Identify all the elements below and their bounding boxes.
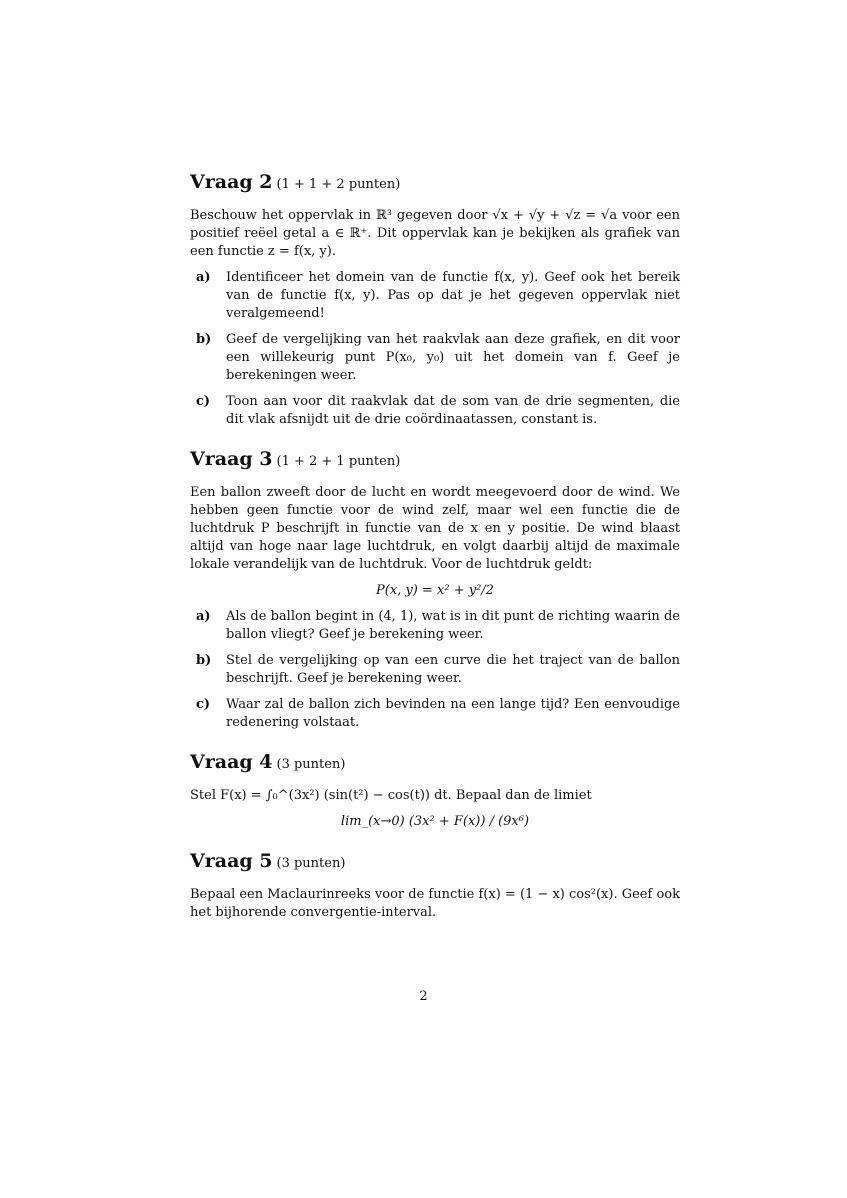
- question-5: [190, 849, 680, 922]
- question-3-subquestions: [190, 608, 680, 732]
- question-3-points: (1 + 2 + 1 punten): [276, 454, 401, 469]
- question-2-heading: [190, 170, 680, 197]
- question-5-heading: [190, 849, 680, 876]
- page-number: 2: [419, 989, 428, 1004]
- question-2-intro: Beschouw het oppervlak in ℝ³ gegeven door √x + √y + √z = √a voor een positief reëel getal a ∈ ℝ⁺. Dit oppervlak kan je bekijken als grafiek van een functie z = f(x, y).: [190, 208, 680, 259]
- question-2-title: Vraag 2: [190, 171, 273, 193]
- question-2-item-c: c) Toon aan voor dit raakvlak dat de som van de drie segmenten, die dit vlak afsnijdt uit de drie coördinaatassen, constant is.: [196, 394, 680, 427]
- question-4-heading: [190, 750, 680, 777]
- question-4-intro: Stel F(x) = ∫₀^(3x²) (sin(t²) − cos(t)) dt. Bepaal dan de limiet: [190, 788, 592, 803]
- question-3-item-a: a) Als de ballon begint in (4, 1), wat is in dit punt de richting waarin de ballon vliegt? Geef je berekening weer.: [196, 609, 680, 642]
- question-5-intro: Bepaal een Maclaurinreeks voor de functie f(x) = (1 − x) cos²(x). Geef ook het bijhorende convergentie-interval.: [190, 887, 680, 920]
- question-3-formula: P(x, y) = x² + y²/2: [376, 583, 494, 598]
- question-3-title: Vraag 3: [190, 448, 273, 470]
- question-2-item-b: b) Geef de vergelijking van het raakvlak aan deze grafiek, en dit voor een willekeurig punt P(x₀, y₀) uit het domein van f. Geef je berekeningen weer.: [196, 332, 680, 383]
- question-2-points: (1 + 1 + 2 punten): [276, 177, 401, 192]
- question-4-points: (3 punten): [276, 757, 346, 772]
- question-3-item-c: c) Waar zal de ballon zich bevinden na een lange tijd? Een eenvoudige redenering volstaat.: [196, 697, 680, 730]
- document-body: [190, 170, 680, 940]
- question-5-points: (3 punten): [276, 856, 346, 871]
- question-4-formula: lim_(x→0) (3x² + F(x)) / (9x⁶): [340, 814, 530, 829]
- question-3-item-b: b) Stel de vergelijking op van een curve die het traject van de ballon beschrijft. Geef je berekening weer.: [196, 653, 680, 686]
- question-4-title: Vraag 4: [190, 751, 273, 773]
- question-5-title: Vraag 5: [190, 850, 273, 872]
- question-2: [190, 170, 680, 429]
- question-3-intro: Een ballon zweeft door de lucht en wordt meegevoerd door de wind. We hebben geen functie voor de wind zelf, maar wel een functie die de luchtdruk P beschrijft in functie van de x en y positie. De wind blaast altijd van hoge naar lage luchtdruk, en volgt daarbij altijd de maximale lokale verandelijk van de luchtdruk. Voor de luchtdruk geldt:: [190, 485, 680, 572]
- question-2-item-a: a) Identificeer het domein van de functie f(x, y). Geef ook het bereik van de functie f(x, y). Pas op dat je het gegeven oppervlak niet veralgemeend!: [196, 270, 680, 321]
- question-2-subquestions: [190, 269, 680, 429]
- question-4: [190, 750, 680, 831]
- question-3-heading: [190, 447, 680, 474]
- question-3: [190, 447, 680, 732]
